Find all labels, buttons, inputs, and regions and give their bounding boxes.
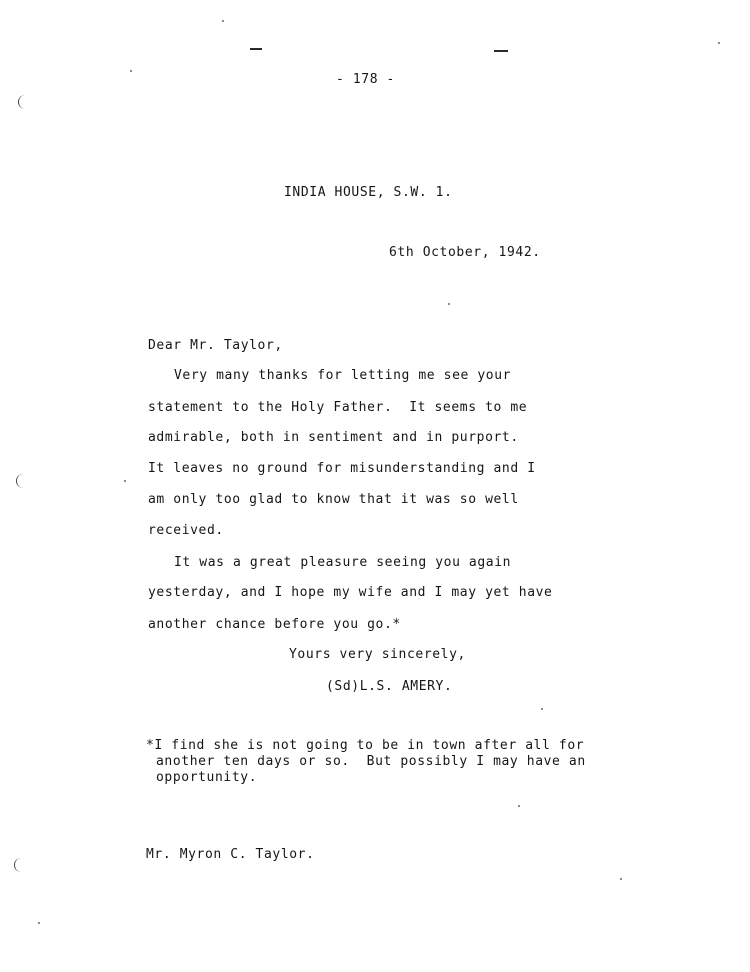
- speck: [541, 708, 543, 710]
- signature: (Sd)L.S. AMERY.: [326, 679, 453, 694]
- body-line: It leaves no ground for misunderstanding and I: [148, 461, 536, 476]
- speck: [718, 42, 720, 44]
- body-line: am only too glad to know that it was so well: [148, 492, 519, 507]
- body-line: Very many thanks for letting me see your: [174, 368, 512, 383]
- body-line: yesterday, and I hope my wife and I may yet have: [148, 585, 553, 600]
- footnote-line: opportunity.: [156, 770, 258, 785]
- speck: [124, 480, 126, 482]
- body-line: It was a great pleasure seeing you again: [174, 555, 512, 570]
- salutation: Dear Mr. Taylor,: [148, 338, 283, 353]
- closing: Yours very sincerely,: [289, 647, 466, 662]
- speck: [620, 878, 622, 880]
- speck: [448, 303, 450, 305]
- speck: [38, 922, 40, 924]
- sender-address: INDIA HOUSE, S.W. 1.: [284, 185, 453, 200]
- speck: [518, 805, 520, 807]
- punch-hole-middle: [16, 474, 25, 488]
- recipient: Mr. Myron C. Taylor.: [146, 847, 315, 862]
- scan-mark-right: [494, 50, 508, 52]
- footnote-line: another ten days or so. But possibly I may have an: [156, 754, 586, 769]
- punch-hole-bottom: [14, 858, 23, 872]
- speck: [222, 20, 224, 22]
- footnote-line: *I find she is not going to be in town after all for: [146, 738, 585, 753]
- body-line: statement to the Holy Father. It seems to me: [148, 400, 528, 415]
- letter-date: 6th October, 1942.: [389, 245, 541, 260]
- page-number: - 178 -: [336, 72, 395, 87]
- body-line: admirable, both in sentiment and in purport.: [148, 430, 519, 445]
- body-line: another chance before you go.*: [148, 617, 401, 632]
- speck: [130, 70, 132, 72]
- punch-hole-top: [18, 95, 27, 109]
- scan-mark-left: [250, 48, 262, 50]
- body-line: received.: [148, 523, 224, 538]
